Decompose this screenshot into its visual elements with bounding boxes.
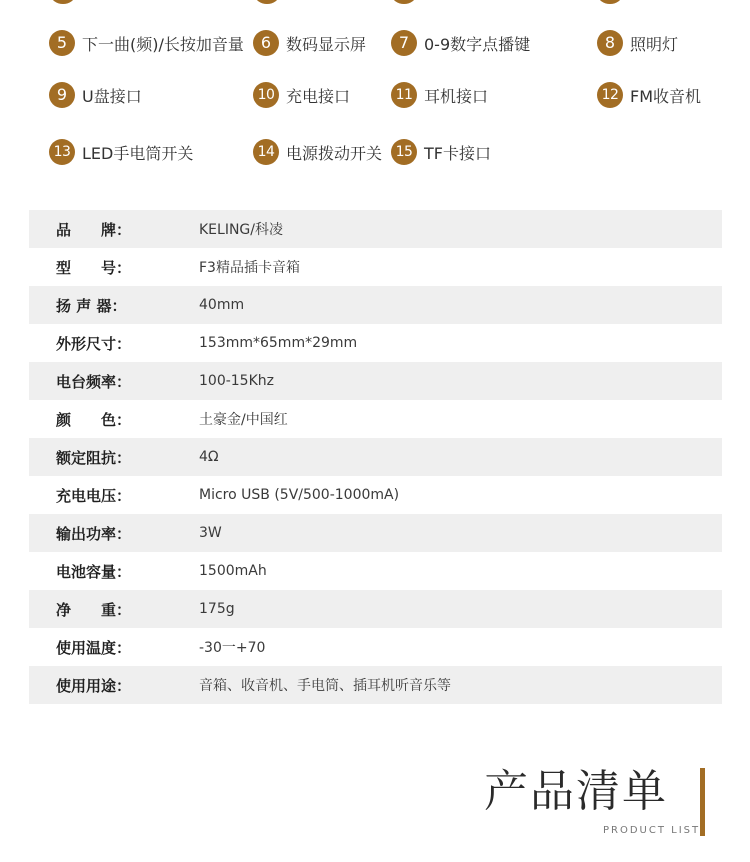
feature-label: 耳机接口: [424, 86, 489, 106]
feature-item: [391, 82, 488, 108]
spec-key: 充电电压：: [56, 486, 132, 505]
feature-label: U盘接口: [82, 86, 142, 106]
spec-value: 100-15Khz: [199, 373, 274, 389]
feature-item: [49, 82, 142, 108]
number-badge: 8: [597, 30, 623, 56]
spec-row: [29, 476, 722, 514]
product-list-title: 产品清单: [484, 766, 668, 817]
spec-key: 净 重：: [56, 600, 132, 619]
feature-item: [49, 30, 244, 56]
cut-off-badge: [598, 0, 622, 4]
spec-key: 型 号：: [56, 258, 132, 277]
feature-item: [49, 139, 193, 165]
feature-label: 下一曲(频)/长按加音量: [82, 34, 244, 54]
spec-row: [29, 286, 722, 324]
spec-key: 额定阻抗：: [56, 448, 132, 467]
spec-key: 颜 色：: [56, 410, 132, 429]
cut-off-badge: [392, 0, 416, 4]
spec-row: [29, 248, 722, 286]
accent-bar: [700, 768, 705, 836]
cut-off-badge: [255, 0, 279, 4]
spec-row: [29, 514, 722, 552]
number-badge: 6: [253, 30, 279, 56]
feature-item: [597, 30, 678, 56]
spec-value: 175g: [199, 601, 235, 617]
product-list-subtitle: PRODUCT LIST: [603, 825, 701, 836]
feature-label: 充电接口: [286, 86, 351, 106]
feature-item: [253, 82, 350, 108]
cut-off-badge: [51, 0, 75, 4]
feature-label: FM收音机: [630, 86, 702, 106]
feature-item: [597, 82, 701, 108]
feature-label: 电源拨动开关: [286, 143, 383, 163]
spec-row: [29, 400, 722, 438]
spec-value: -30一+70: [199, 640, 266, 656]
spec-key: 输出功率：: [56, 524, 132, 543]
number-badge: 5: [49, 30, 75, 56]
spec-value: 3W: [199, 525, 222, 541]
number-badge: 10: [253, 82, 279, 108]
spec-row: [29, 590, 722, 628]
feature-label: 0-9数字点播键: [424, 34, 531, 54]
number-badge: 7: [391, 30, 417, 56]
feature-item: [253, 139, 382, 165]
spec-value: 土豪金/中国红: [199, 412, 288, 428]
number-badge: 11: [391, 82, 417, 108]
spec-key: 扬 声 器：: [56, 296, 127, 315]
spec-value: KELING/科凌: [199, 222, 283, 238]
spec-key: 使用温度：: [56, 638, 132, 657]
spec-table: [29, 210, 722, 704]
number-badge: 12: [597, 82, 623, 108]
feature-item: [253, 30, 366, 56]
spec-value: Micro USB (5V/500-1000mA): [199, 487, 400, 503]
feature-label: 数码显示屏: [286, 34, 367, 54]
spec-row: [29, 552, 722, 590]
number-badge: 9: [49, 82, 75, 108]
spec-key: 品 牌：: [56, 220, 132, 239]
number-badge: 13: [49, 139, 75, 165]
spec-row: [29, 666, 722, 704]
feature-label: TF卡接口: [424, 143, 491, 163]
spec-row: [29, 324, 722, 362]
spec-value: 音箱、收音机、手电筒、插耳机听音乐等: [199, 678, 451, 694]
spec-row: [29, 362, 722, 400]
spec-key: 电台频率：: [56, 372, 132, 391]
spec-row: [29, 628, 722, 666]
number-badge: 15: [391, 139, 417, 165]
feature-label: 照明灯: [630, 34, 679, 54]
spec-value: 4Ω: [199, 449, 219, 465]
feature-label: LED手电筒开关: [82, 143, 194, 163]
spec-value: 40mm: [199, 297, 245, 313]
feature-item: [391, 30, 530, 56]
spec-value: 153mm*65mm*29mm: [199, 335, 358, 351]
spec-row: [29, 438, 722, 476]
number-badge: 14: [253, 139, 279, 165]
spec-row: [29, 210, 722, 248]
feature-item: [391, 139, 491, 165]
spec-key: 使用用途：: [56, 676, 132, 695]
spec-value: 1500mAh: [199, 563, 267, 579]
spec-key: 电池容量：: [56, 562, 132, 581]
spec-value: F3精品插卡音箱: [199, 260, 300, 276]
spec-key: 外形尺寸：: [56, 334, 132, 353]
